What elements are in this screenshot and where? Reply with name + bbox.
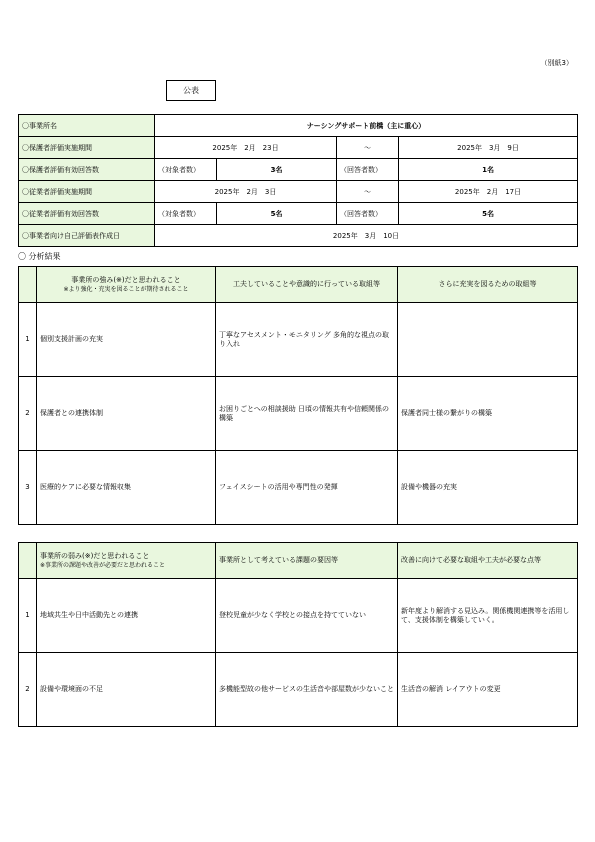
staff-respondent-count: 5名	[399, 203, 578, 225]
strength-effort: フェイスシートの活用や専門性の発揮	[216, 451, 398, 525]
header-blank	[19, 267, 37, 303]
office-name-label: 〇事業所名	[19, 115, 155, 137]
staff-count-label: 〇従業者評価有効回答数	[19, 203, 155, 225]
table-row	[19, 377, 578, 451]
weaknesses-header-subtitle: ※事業所の課題や改善が必要だと思われること	[40, 561, 166, 569]
guardian-period-tilde: ～	[337, 137, 399, 159]
row-number: 1	[19, 579, 37, 653]
annex-label: （別紙3）	[540, 59, 573, 67]
weakness-improve: 新年度より解消する見込み。関係機関連携等を活用して、支援体制を構築していく。	[398, 579, 578, 653]
strength-next: 設備や機器の充実	[398, 451, 578, 525]
table-row	[19, 653, 578, 727]
row-number: 1	[19, 303, 37, 377]
guardian-period-end: 2025年 3月 9日	[399, 137, 578, 159]
public-label: 公表	[166, 80, 216, 101]
weaknesses-header-title: 事業所の弱み(※)だと思われること	[40, 551, 150, 560]
weaknesses-header-item	[37, 543, 216, 579]
weakness-improve: 生活音の解消 レイアウトの変更	[398, 653, 578, 727]
strength-effort: 丁寧なアセスメント・モニタリング 多角的な視点の取り入れ	[216, 303, 398, 377]
row-number: 3	[19, 451, 37, 525]
guardian-respondent-count: 1名	[399, 159, 578, 181]
weakness-cause: 登校児童が少なく学校との接点を持てていない	[216, 579, 398, 653]
guardian-target-label: （対象者数）	[155, 159, 217, 181]
guardian-period-label: 〇保護者評価実施期間	[19, 137, 155, 159]
weakness-item: 地域共生や日中活動先との連携	[37, 579, 216, 653]
strengths-header-item	[37, 267, 216, 303]
strengths-header-effort: 工夫していることや意識的に行っている取組等	[216, 267, 398, 303]
analysis-section-label: 〇 分析結果	[18, 252, 61, 261]
guardian-target-count: 3名	[217, 159, 337, 181]
table-row	[19, 451, 578, 525]
staff-period-tilde: ～	[337, 181, 399, 203]
staff-target-count: 5名	[217, 203, 337, 225]
staff-period-start: 2025年 2月 3日	[155, 181, 337, 203]
guardian-period-start: 2025年 2月 23日	[155, 137, 337, 159]
office-name: ナーシングサポート前橋（主に重心）	[155, 115, 578, 137]
weaknesses-table	[18, 542, 578, 727]
strength-item: 個別支援計画の充実	[37, 303, 216, 377]
guardian-count-label: 〇保護者評価有効回答数	[19, 159, 155, 181]
strength-item: 保護者との連携体制	[37, 377, 216, 451]
staff-target-label: （対象者数）	[155, 203, 217, 225]
staff-period-label: 〇従業者評価実施期間	[19, 181, 155, 203]
header-blank	[19, 543, 37, 579]
weaknesses-header-improve: 改善に向けて必要な取組や工夫が必要な点等	[398, 543, 578, 579]
strengths-header-next: さらに充実を図るための取組等	[398, 267, 578, 303]
strength-item: 医療的ケアに必要な情報収集	[37, 451, 216, 525]
row-number: 2	[19, 653, 37, 727]
weaknesses-header-cause: 事業所として考えている課題の要因等	[216, 543, 398, 579]
strengths-header-subtitle: ※より強化・充実を図ることが期待されること	[63, 285, 189, 293]
weakness-item: 設備や環境面の不足	[37, 653, 216, 727]
info-table	[18, 114, 578, 247]
weakness-cause: 多機能型故の他サービスの生活音や部屋数が少ないこと	[216, 653, 398, 727]
strength-effort: お困りごとへの相談援助 日頃の情報共有や信頼関係の構築	[216, 377, 398, 451]
staff-period-end: 2025年 2月 17日	[399, 181, 578, 203]
strengths-header-title: 事業所の強み(※)だと思われること	[71, 275, 181, 284]
staff-respondent-label: （回答者数）	[337, 203, 399, 225]
table-row	[19, 579, 578, 653]
table-row	[19, 303, 578, 377]
strength-next: 保護者同士様の繋がりの構築	[398, 377, 578, 451]
guardian-respondent-label: （回答者数）	[337, 159, 399, 181]
strengths-table	[18, 266, 578, 525]
self-eval-date: 2025年 3月 10日	[155, 225, 578, 247]
row-number: 2	[19, 377, 37, 451]
strength-next	[398, 303, 578, 377]
self-eval-label: 〇事業者向け自己評価表作成日	[19, 225, 155, 247]
